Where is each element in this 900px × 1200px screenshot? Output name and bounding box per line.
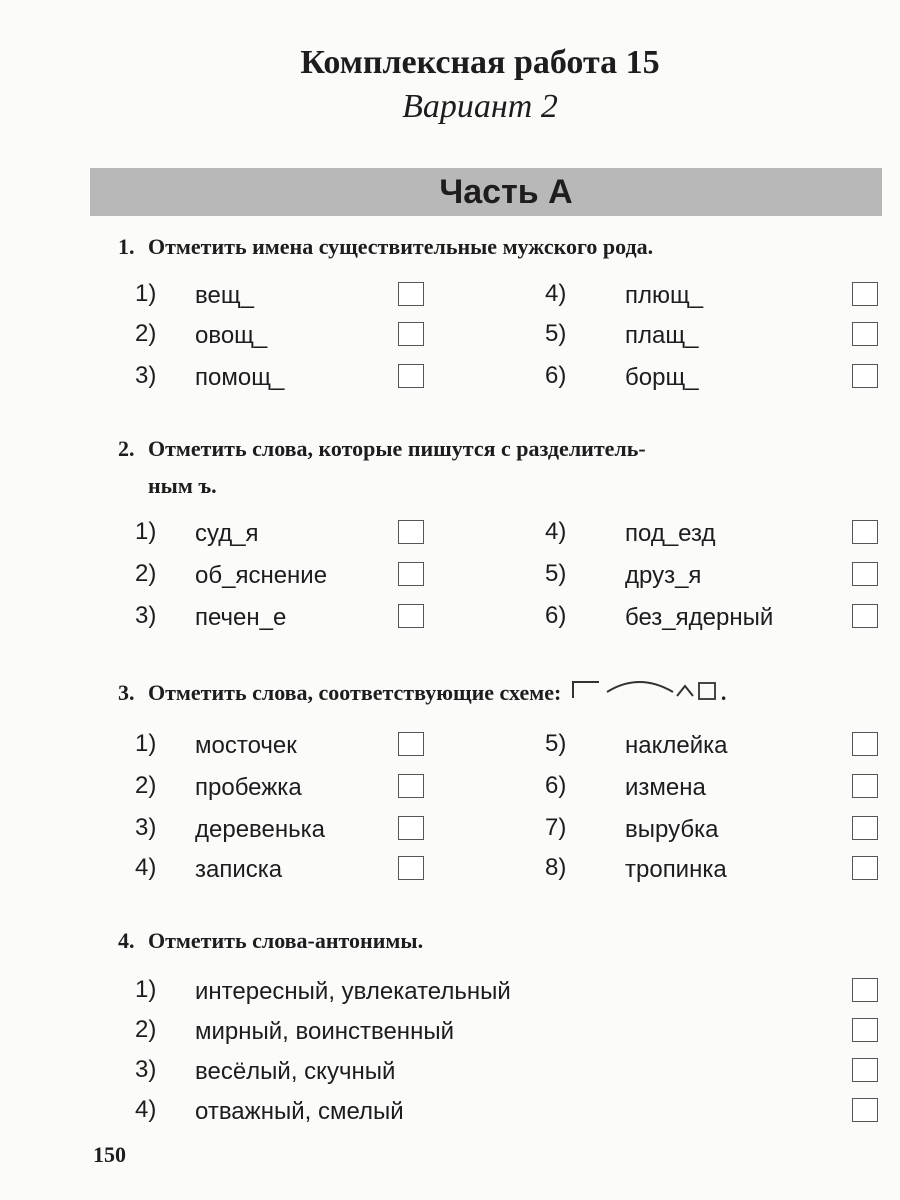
option-checkbox[interactable] [852, 562, 878, 586]
option-word: вещ_ [195, 282, 254, 309]
option-number: 2) [135, 772, 157, 799]
option-checkbox[interactable] [852, 816, 878, 840]
option-number: 4) [135, 854, 157, 881]
option-checkbox[interactable] [398, 520, 424, 544]
option-checkbox[interactable] [398, 816, 424, 840]
option-number: 5) [545, 320, 567, 347]
option-number: 1) [135, 280, 157, 307]
option-checkbox[interactable] [852, 282, 878, 306]
question-number: 2. [118, 436, 135, 461]
option-word: плащ_ [625, 322, 699, 349]
question-2 [118, 430, 646, 504]
option-checkbox[interactable] [852, 856, 878, 880]
option-checkbox[interactable] [398, 774, 424, 798]
option-number: 5) [545, 560, 567, 587]
option-checkbox[interactable] [398, 282, 424, 306]
option-number: 4) [545, 518, 567, 545]
option-checkbox[interactable] [398, 732, 424, 756]
option-number: 1) [135, 976, 157, 1003]
option-number: 3) [135, 602, 157, 629]
question-text: Отметить слова-антонимы. [148, 928, 424, 953]
question-number: 4. [118, 928, 135, 953]
question-text-cont: ным ъ. [148, 473, 217, 498]
option-word: деревенька [195, 816, 326, 843]
option-word: отважный, смелый [195, 1098, 404, 1125]
page-title: Комплексная работа 15 [300, 44, 660, 81]
option-word: об_яснение [195, 562, 328, 589]
option-word: весёлый, скучный [195, 1058, 396, 1085]
option-checkbox[interactable] [398, 562, 424, 586]
option-checkbox[interactable] [852, 1018, 878, 1042]
option-number: 6) [545, 602, 567, 629]
option-word: пробежка [195, 774, 302, 801]
option-word: помощ_ [195, 364, 285, 391]
option-number: 2) [135, 1016, 157, 1043]
option-checkbox[interactable] [852, 604, 878, 628]
option-number: 8) [545, 854, 567, 881]
option-word: под_езд [625, 520, 716, 547]
option-number: 2) [135, 560, 157, 587]
option-word: тропинка [625, 856, 727, 883]
option-number: 4) [545, 280, 567, 307]
page-subtitle: Вариант 2 [402, 88, 558, 125]
option-checkbox[interactable] [852, 1058, 878, 1082]
option-checkbox[interactable] [398, 364, 424, 388]
question-4 [118, 922, 423, 959]
option-number: 3) [135, 814, 157, 841]
option-checkbox[interactable] [852, 322, 878, 346]
option-number: 3) [135, 362, 157, 389]
option-word: борщ_ [625, 364, 699, 391]
option-number: 6) [545, 362, 567, 389]
option-number: 1) [135, 730, 157, 757]
option-word: печен_е [195, 604, 287, 631]
option-number: 6) [545, 772, 567, 799]
option-checkbox[interactable] [852, 774, 878, 798]
option-checkbox[interactable] [398, 322, 424, 346]
page-number: 150 [93, 1142, 126, 1167]
question-text: Отметить слова, которые пишутся с разделитель- [148, 436, 646, 461]
option-word: без_ядерный [625, 604, 774, 631]
question-number: 3. [118, 680, 135, 705]
section-header [90, 168, 882, 216]
question-1 [118, 228, 653, 265]
option-number: 2) [135, 320, 157, 347]
option-checkbox[interactable] [852, 364, 878, 388]
option-number: 3) [135, 1056, 157, 1083]
option-word: наклейка [625, 732, 728, 759]
option-checkbox[interactable] [852, 1098, 878, 1122]
option-word: записка [195, 856, 283, 883]
option-word: плющ_ [625, 282, 704, 309]
option-checkbox[interactable] [852, 978, 878, 1002]
option-checkbox[interactable] [852, 732, 878, 756]
option-number: 5) [545, 730, 567, 757]
option-word: друз_я [625, 562, 702, 589]
option-checkbox[interactable] [398, 856, 424, 880]
morpheme-scheme-icon [571, 678, 721, 704]
option-word: вырубка [625, 816, 719, 843]
option-number: 4) [135, 1096, 157, 1123]
question-3 [118, 674, 726, 711]
question-number: 1. [118, 234, 135, 259]
option-word: интересный, увлекательный [195, 978, 511, 1005]
option-word: суд_я [195, 520, 259, 547]
question-end: . [720, 680, 727, 705]
option-checkbox[interactable] [852, 520, 878, 544]
option-number: 7) [545, 814, 567, 841]
option-number: 1) [135, 518, 157, 545]
option-word: мирный, воинственный [195, 1018, 454, 1045]
option-word: мосточек [195, 732, 297, 759]
question-text: Отметить имена существительные мужского рода. [148, 234, 654, 259]
option-word: измена [625, 774, 706, 801]
option-word: овощ_ [195, 322, 268, 349]
section-title: Часть А [439, 173, 573, 211]
question-text: Отметить слова, соответствующие схеме: [148, 680, 562, 705]
option-checkbox[interactable] [398, 604, 424, 628]
